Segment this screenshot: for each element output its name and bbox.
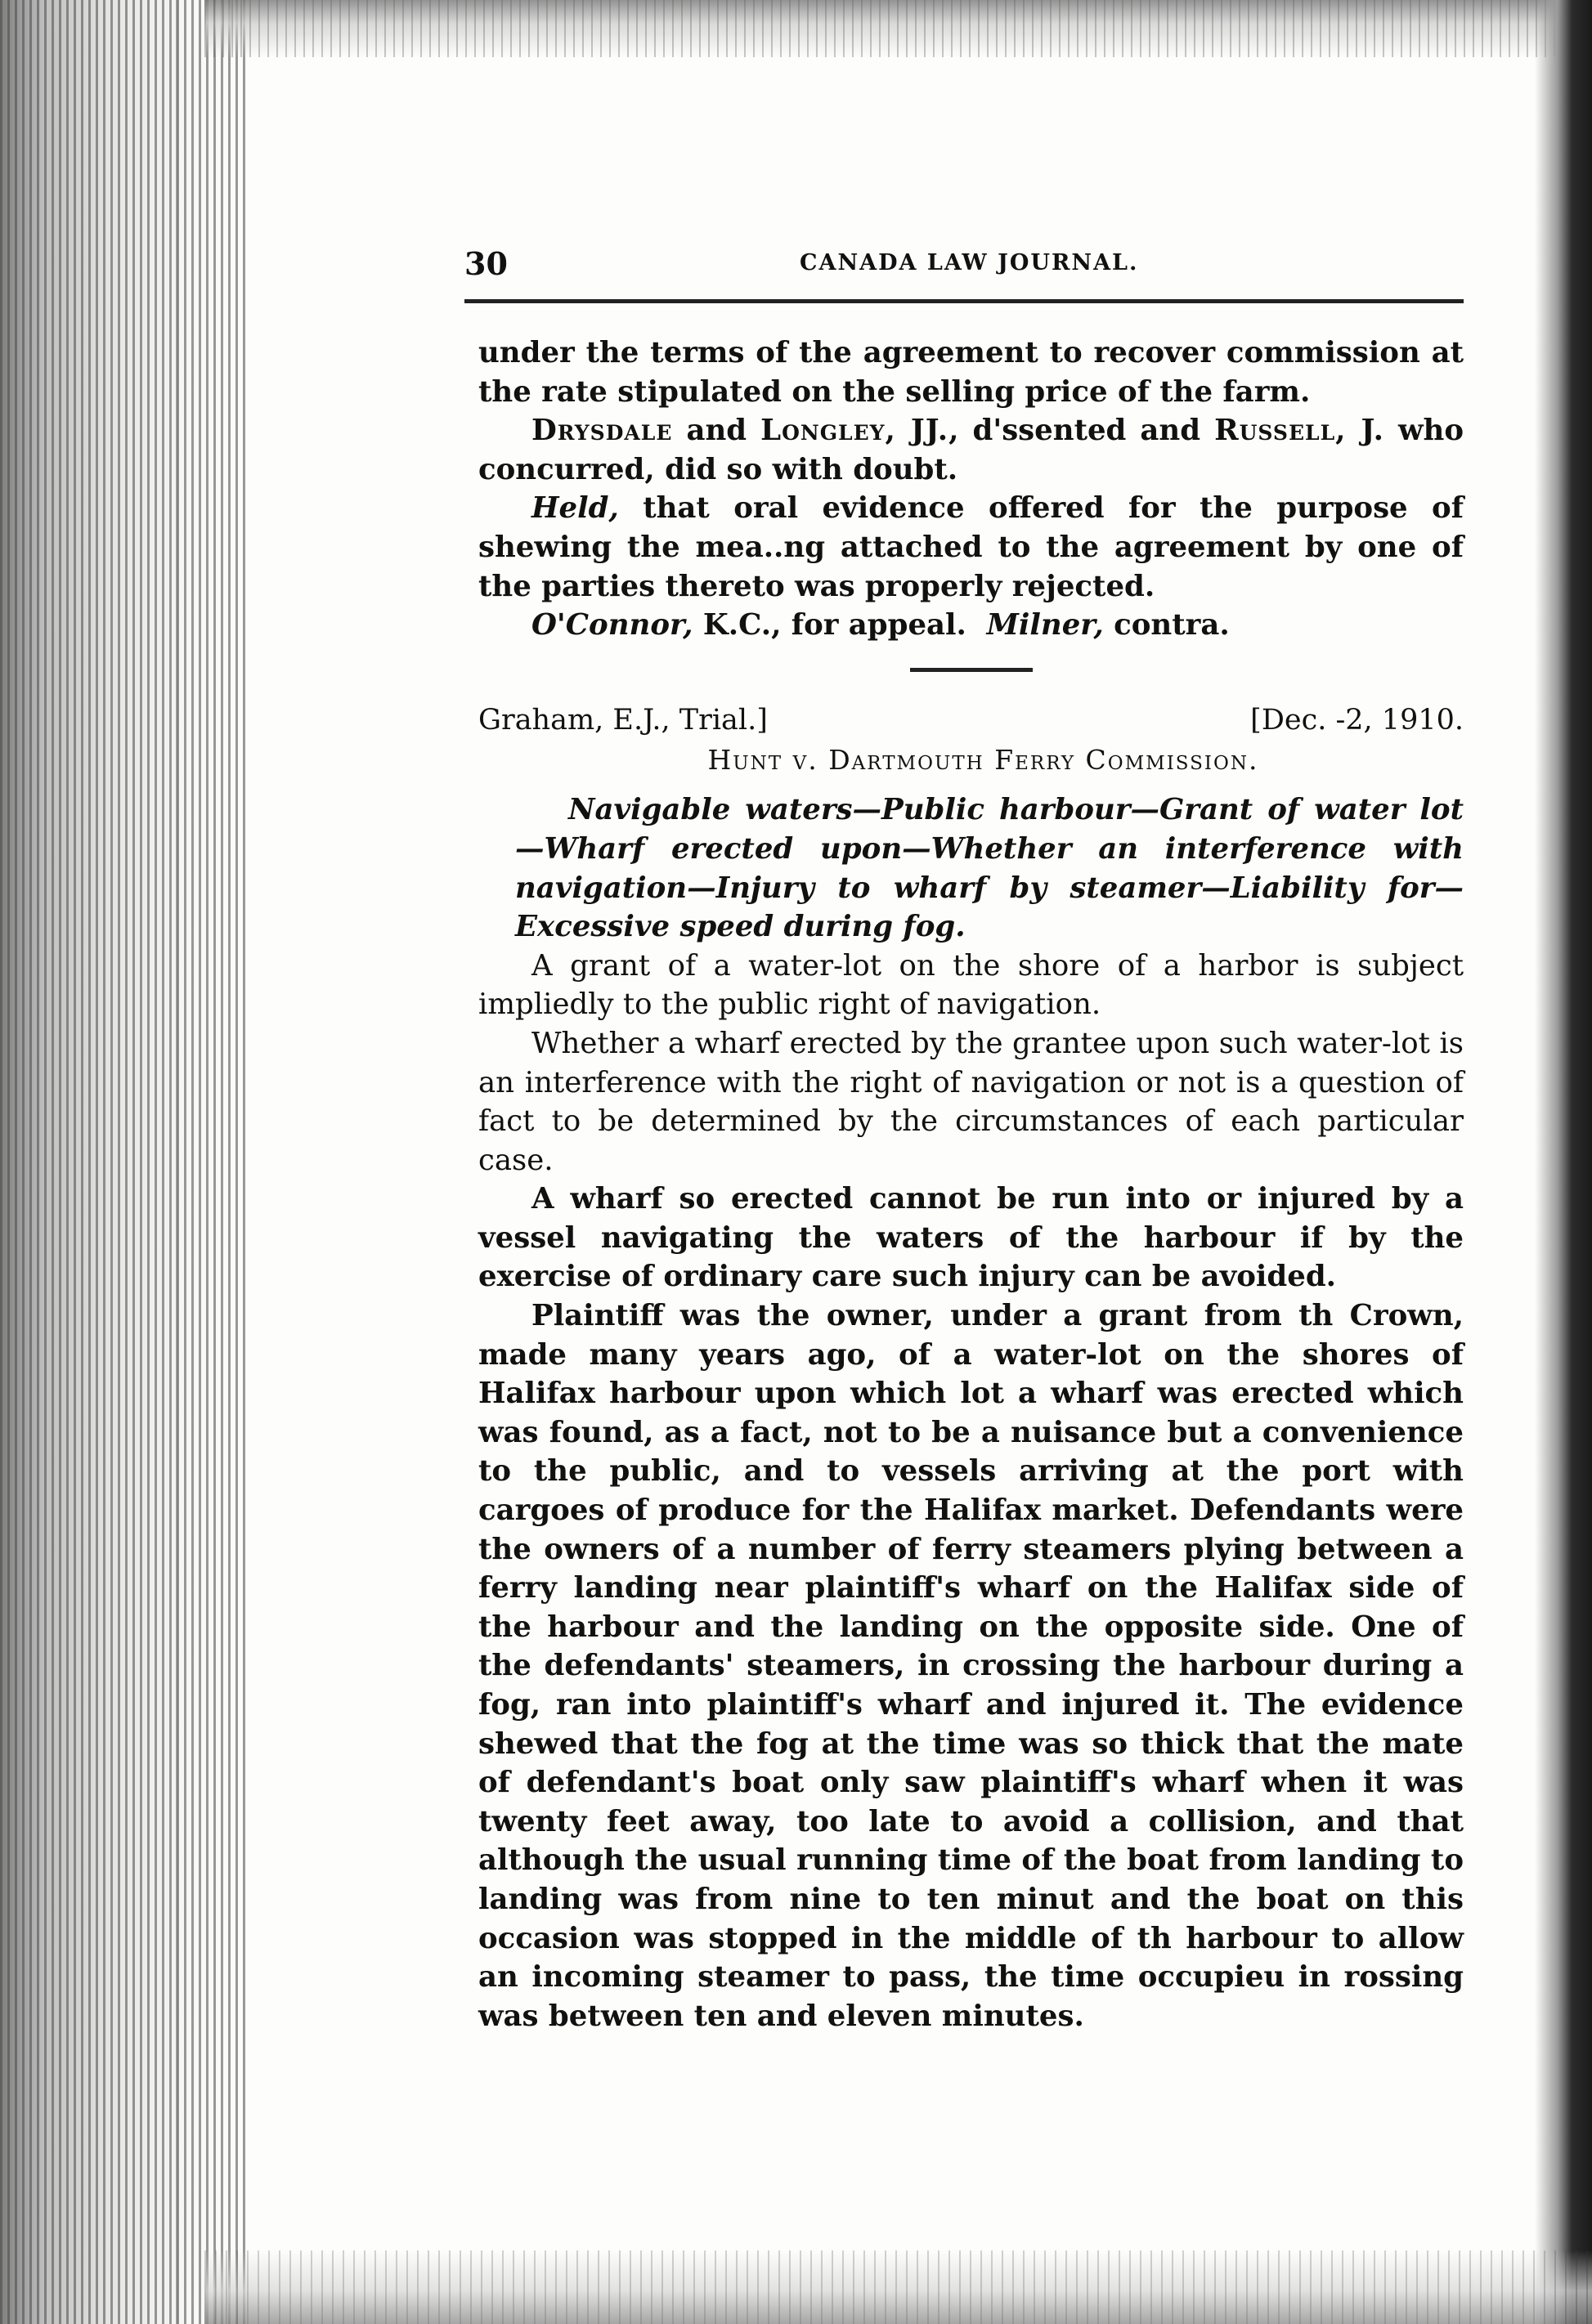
concur-text: who concurred, did so with doubt. [478, 414, 1464, 486]
case-date: [Dec. -2, 1910. [1250, 703, 1464, 737]
section-divider [910, 668, 1033, 672]
facts-paragraph: Plaintiff was the owner, under a grant from th Crown, made many years ago, of a water-lot on the shores of Halifax harbour upon which lot a wharf was erected which was found, as a fact, not to be a nuisance but a convenience to the public, and to vessels arriving at the port with cargoes of produce for the Halifax market. Defendants were the owners of a number of ferry steamers plying between a ferry landing near plaintiff's wharf on the Halifax side of the harbour and the landing on the opposite side. One of the defendants' steamers, in crossing the harbour during a fog, ran into plaintiff's wharf and injured it. The evidence shewed that the fog at the time was so thick that the mate of defendant's boat only saw plaintiff's wharf when it was twenty feet away, too late to avoid a collision, and that although the usual running time of the boat from landing to landing was from nine to ten minut and the boat on this occasion was stopped in the middle of th harbour to allow an incoming steamer to pass, the time occupieu in rossing was between ten and eleven minutes. [478, 1299, 1464, 2033]
held-text: that oral evidence offered for the purpose of shewing the mea..ng attached to the agreement by one of the parties thereto was properly rejected. [478, 491, 1464, 603]
article-body [478, 334, 1464, 2035]
page-header [464, 245, 1462, 286]
case-heading [478, 701, 1464, 741]
running-title: CANADA LAW JOURNAL. [800, 250, 1139, 275]
counsel-name: O'Connor, [531, 608, 693, 643]
court-label: Graham, E.J., Trial.] [478, 703, 768, 737]
headnote-section [478, 947, 1464, 1180]
judge-name: Longley, JJ. [760, 414, 949, 448]
counsel-line [478, 606, 1464, 645]
headnote-paragraph: A grant of a water-lot on the shore of a harbor is subject impliedly to the public right of navigation. [478, 948, 1464, 1022]
judge-name: Russell, J. [1214, 414, 1384, 448]
header-rule [464, 299, 1464, 303]
counsel-role: contra. [1114, 608, 1230, 643]
dissent-paragraph [478, 411, 1464, 489]
held-paragraph [478, 489, 1464, 606]
judge-name: Drysdale [531, 414, 673, 448]
case-title: Hunt v. Dartmouth Ferry Commission. [707, 743, 1259, 776]
bottom-scan-edge [204, 2250, 1592, 2324]
binding-edge [0, 0, 245, 2324]
counsel-role: K.C., for appeal. [702, 608, 966, 643]
top-scan-edge [204, 0, 1592, 57]
counsel-name: Milner, [986, 608, 1104, 643]
facts-section [478, 1180, 1464, 2035]
binding-fold-line [176, 0, 178, 2324]
catchwords: Navigable waters—Public harbour—Grant of water lot—Wharf erected upon—Whether an interference with navigation—Injury to wharf by steamer—Liability for—Excessive speed during fog. [515, 793, 1464, 944]
continuation-paragraph: under the terms of the agreement to recover commission at the rate stipulated on the selling price of the farm. [478, 336, 1464, 409]
right-scan-edge [1535, 0, 1592, 2324]
headnote-paragraph: A wharf so erected cannot be run into or injured by a vessel navigating the waters of the harbour if by the exercise of ordinary care such injury can be avoided. [478, 1182, 1464, 1294]
dissent-text: , d'ssented and [948, 414, 1201, 448]
held-label: Held, [531, 491, 619, 526]
headnote-paragraph: Whether a wharf erected by the grantee upon such water-lot is an interference with the right of navigation or not is a question of fact to be determined by the circumstances of each particular case. [478, 1026, 1464, 1177]
page-number: 30 [464, 245, 508, 282]
dissent-and: and [686, 414, 747, 448]
